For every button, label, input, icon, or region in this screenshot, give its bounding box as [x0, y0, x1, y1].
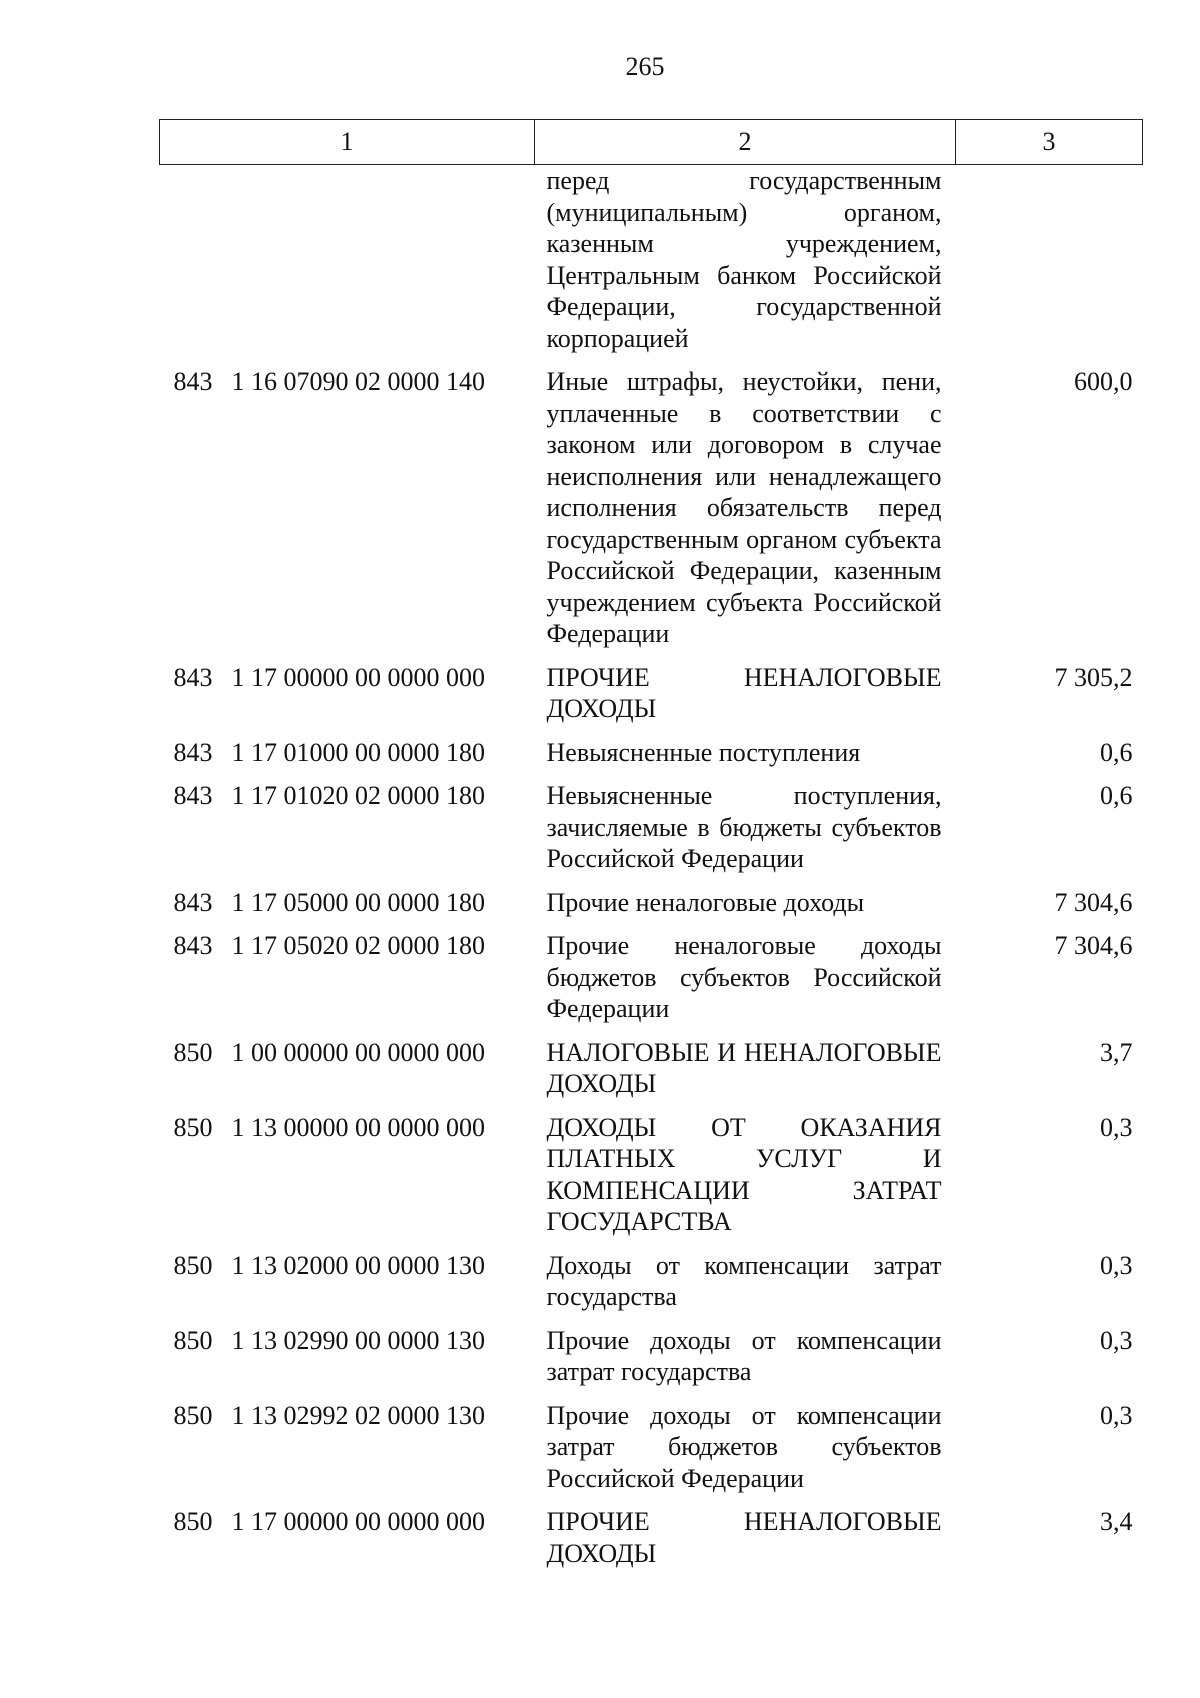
budget-classification-code: 1 17 01020 02 0000 180 [231, 781, 485, 810]
amount-value: 0,6 [1100, 737, 1133, 767]
revenue-name: НАЛОГОВЫЕ И НЕНАЛОГОВЫЕ ДОХОДЫ [546, 1037, 942, 1098]
code-cell [160, 1025, 535, 1100]
admin-code: 843 [173, 781, 213, 810]
budget-classification-code: 1 17 00000 00 0000 000 [231, 662, 485, 692]
budget-classification-code: 1 17 05020 02 0000 180 [231, 931, 485, 960]
table-row [160, 875, 1143, 919]
column-header-1: 1 [160, 120, 535, 165]
amount-value: 0,3 [1100, 1325, 1133, 1355]
table-body [160, 165, 1143, 1570]
budget-classification-code: 1 00 00000 00 0000 000 [231, 1037, 485, 1067]
admin-code: 850 [173, 1250, 213, 1280]
amount-value: 0,6 [1100, 781, 1133, 810]
table-row [160, 1388, 1143, 1495]
code-cell [160, 875, 535, 919]
amount-value: 3,7 [1100, 1037, 1133, 1067]
budget-classification-code: 1 13 02992 02 0000 130 [231, 1400, 485, 1430]
table-row [160, 1313, 1143, 1388]
budget-classification-code: 1 17 05000 00 0000 180 [231, 887, 485, 917]
budget-classification-code: 1 16 07090 02 0000 140 [231, 367, 485, 396]
admin-code: 843 [173, 367, 213, 396]
table-row [160, 1238, 1143, 1313]
budget-classification-code: 1 13 02990 00 0000 130 [231, 1325, 485, 1355]
revenue-name: ПРОЧИЕ НЕНАЛОГОВЫЕ ДОХОДЫ [546, 1507, 942, 1568]
page-number: 265 [625, 52, 665, 81]
admin-code: 843 [173, 931, 213, 960]
revenue-name: Прочие неналоговые доходы бюджетов субъектов Российской Федерации [546, 931, 942, 1023]
table-row [160, 725, 1143, 769]
code-cell [160, 650, 535, 725]
table-row [160, 1494, 1143, 1569]
code-cell [160, 354, 535, 650]
revenue-name: Невыясненные поступления, зачисляемые в бюджеты субъектов Российской Федерации [546, 781, 942, 873]
revenue-name: Невыясненные поступления [546, 737, 861, 767]
table-row [160, 1100, 1143, 1238]
code-cell [160, 1388, 535, 1495]
amount-value: 7 304,6 [1054, 931, 1133, 960]
budget-classification-code: 1 17 01000 00 0000 180 [231, 737, 485, 767]
revenue-table [159, 119, 1143, 1569]
admin-code: 850 [173, 1325, 213, 1355]
revenue-name: Иные штрафы, неустойки, пени, уплаченные в соответствии с законом или договором в случае неисполнения или ненадлежащего исполнения обязательств перед государственным органом субъекта Российской Федерации, казенным учреждением субъекта Российской Федерации [546, 367, 942, 648]
revenue-name: Прочие доходы от компенсации затрат государства [546, 1325, 942, 1386]
admin-code: 850 [173, 1507, 213, 1536]
column-header-2: 2 [535, 120, 956, 165]
continuation-text: перед государственным (муниципальным) органом, казенным учреждением, Центральным банком Российской Федерации, государственной корпорацией [546, 166, 942, 353]
code-cell [160, 918, 535, 1025]
code-cell [160, 1100, 535, 1238]
table-row [160, 768, 1143, 875]
column-header-3: 3 [956, 120, 1143, 165]
code-cell [160, 725, 535, 769]
admin-code: 850 [173, 1037, 213, 1067]
amount-value: 7 304,6 [1054, 887, 1133, 917]
admin-code: 843 [173, 737, 213, 767]
budget-classification-code: 1 17 00000 00 0000 000 [231, 1507, 485, 1536]
amount-value: 7 305,2 [1054, 662, 1133, 692]
amount-value: 0,3 [1100, 1400, 1133, 1430]
code-cell [160, 1494, 535, 1569]
continuation-row [160, 165, 1143, 355]
code-cell [160, 1238, 535, 1313]
table-header-row [160, 120, 1143, 165]
code-cell [160, 768, 535, 875]
table-row [160, 650, 1143, 725]
revenue-name: ДОХОДЫ ОТ ОКАЗАНИЯ ПЛАТНЫХ УСЛУГ И КОМПЕНСАЦИИ ЗАТРАТ ГОСУДАРСТВА [546, 1112, 942, 1236]
budget-classification-code: 1 13 02000 00 0000 130 [231, 1250, 485, 1280]
code-cell [160, 1313, 535, 1388]
admin-code: 843 [173, 662, 213, 692]
revenue-name: Прочие доходы от компенсации затрат бюджетов субъектов Российской Федерации [546, 1400, 942, 1493]
admin-code: 843 [173, 887, 213, 917]
amount-value: 3,4 [1100, 1507, 1133, 1536]
admin-code: 850 [173, 1400, 213, 1430]
revenue-name: Прочие неналоговые доходы [546, 887, 865, 917]
table-row [160, 918, 1143, 1025]
table-row [160, 354, 1143, 650]
admin-code: 850 [173, 1112, 213, 1142]
budget-classification-code: 1 13 00000 00 0000 000 [231, 1112, 485, 1142]
amount-value: 0,3 [1100, 1250, 1133, 1280]
amount-value: 600,0 [1074, 367, 1133, 396]
revenue-name: Доходы от компенсации затрат государства [546, 1250, 942, 1311]
amount-value: 0,3 [1100, 1112, 1133, 1142]
revenue-name: ПРОЧИЕ НЕНАЛОГОВЫЕ ДОХОДЫ [546, 662, 942, 723]
table-row [160, 1025, 1143, 1100]
